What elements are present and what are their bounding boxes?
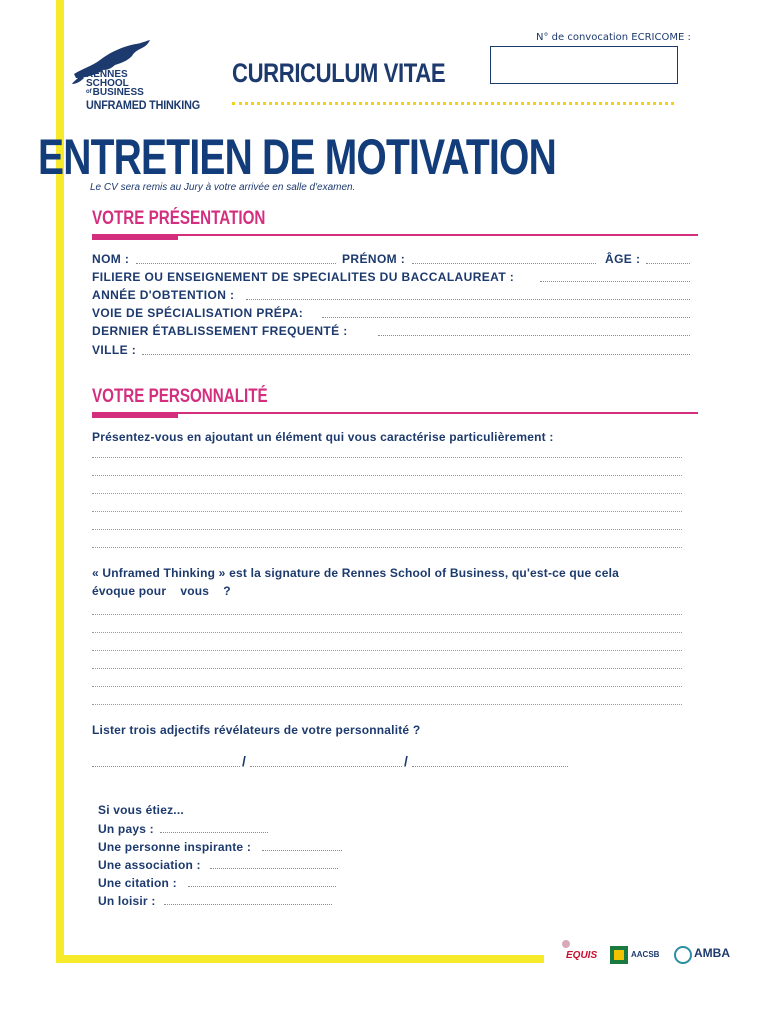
section-title-personnalite: VOTRE PERSONNALITÉ (92, 386, 268, 407)
annee-label: ANNÉE D'OBTENTION : (92, 288, 235, 302)
prenom-label: PRÉNOM : (342, 252, 406, 266)
answer-line[interactable] (92, 529, 682, 530)
pays-label: Un pays : (98, 822, 154, 836)
loisir-field[interactable] (164, 904, 332, 905)
school-line-of: of (86, 89, 92, 95)
convocation-label: N° de convocation ECRICOME : (536, 32, 691, 43)
section-rule-thin-2 (92, 412, 698, 414)
dernier-label: DERNIER ÉTABLISSEMENT FREQUENTÉ : (92, 324, 348, 338)
subtitle: Le CV sera remis au Jury à votre arrivée en salle d'examen. (90, 182, 356, 193)
amba-label: AMBA (694, 946, 730, 960)
question-unframed-line1: « Unframed Thinking » est la signature de Rennes School of Business, qu'est-ce que cela (92, 566, 620, 580)
si-vous-etiez: Si vous étiez... (98, 803, 184, 817)
question-presentez: Présentez-vous en ajoutant un élément qui vous caractérise particulièrement : (92, 430, 554, 444)
citation-label: Une citation : (98, 876, 177, 890)
pays-field[interactable] (160, 832, 268, 833)
citation-field[interactable] (188, 886, 336, 887)
adjective-field-1[interactable] (92, 766, 240, 767)
personne-label: Une personne inspirante : (98, 840, 252, 854)
doc-title: CURRICULUM VITAE (232, 58, 446, 88)
aacsb-square-icon (610, 946, 628, 964)
question-adjectifs: Lister trois adjectifs révélateurs de votre personnalité ? (92, 723, 421, 737)
answer-line[interactable] (92, 614, 682, 615)
age-field[interactable] (646, 263, 690, 264)
convocation-input-box[interactable] (490, 46, 678, 84)
voie-field[interactable] (322, 317, 690, 318)
personne-field[interactable] (262, 850, 342, 851)
ville-label: VILLE : (92, 343, 137, 357)
association-field[interactable] (210, 868, 338, 869)
answer-line[interactable] (92, 475, 682, 476)
ville-field[interactable] (142, 354, 690, 355)
prenom-field[interactable] (412, 263, 596, 264)
answer-line[interactable] (92, 511, 682, 512)
equis-label: EQUIS (566, 950, 598, 961)
answer-line[interactable] (92, 493, 682, 494)
answer-line[interactable] (92, 457, 682, 458)
question-unframed-line2: évoque pour vous ? (92, 584, 231, 598)
school-line-school: SCHOOL (86, 78, 129, 89)
yellow-dotted-divider (232, 102, 674, 105)
answer-line[interactable] (92, 547, 682, 548)
aacsb-label: AACSB (631, 950, 660, 959)
nom-label: NOM : (92, 252, 130, 266)
school-line-rennes: RENNES (86, 69, 128, 80)
filiere-field[interactable] (540, 281, 690, 282)
aacsb-inner-icon (614, 950, 624, 960)
section-title-presentation: VOTRE PRÉSENTATION (92, 208, 266, 229)
answer-line[interactable] (92, 704, 682, 705)
section-rule-thick (92, 236, 178, 240)
dernier-field[interactable] (378, 335, 690, 336)
voie-label: VOIE DE SPÉCIALISATION PRÉPA: (92, 306, 304, 320)
adjective-separator: / (404, 753, 408, 769)
age-label: ÂGE : (605, 252, 641, 266)
nom-field[interactable] (136, 263, 336, 264)
adjective-field-3[interactable] (412, 766, 568, 767)
annee-field[interactable] (246, 299, 690, 300)
answer-line[interactable] (92, 632, 682, 633)
loisir-label: Un loisir : (98, 894, 156, 908)
tagline: UNFRAMED THINKING (86, 98, 200, 112)
section-rule-thick-2 (92, 414, 178, 418)
yellow-frame-horizontal (56, 955, 544, 963)
adjective-separator: / (242, 753, 246, 769)
answer-line[interactable] (92, 650, 682, 651)
section-rule-thin (92, 234, 698, 236)
accreditation-logos (560, 940, 740, 970)
filiere-label: FILIERE OU ENSEIGNEMENT DE SPECIALITES DU BACCALAUREAT : (92, 270, 515, 284)
school-name (86, 70, 144, 97)
association-label: Une association : (98, 858, 201, 872)
school-line-business: BUSINESS (92, 87, 144, 98)
equis-dots-icon (562, 940, 570, 948)
adjective-field-2[interactable] (250, 766, 402, 767)
main-title: ENTRETIEN DE MOTIVATION (38, 129, 556, 185)
amba-globe-icon (674, 946, 692, 964)
answer-line[interactable] (92, 686, 682, 687)
answer-line[interactable] (92, 668, 682, 669)
